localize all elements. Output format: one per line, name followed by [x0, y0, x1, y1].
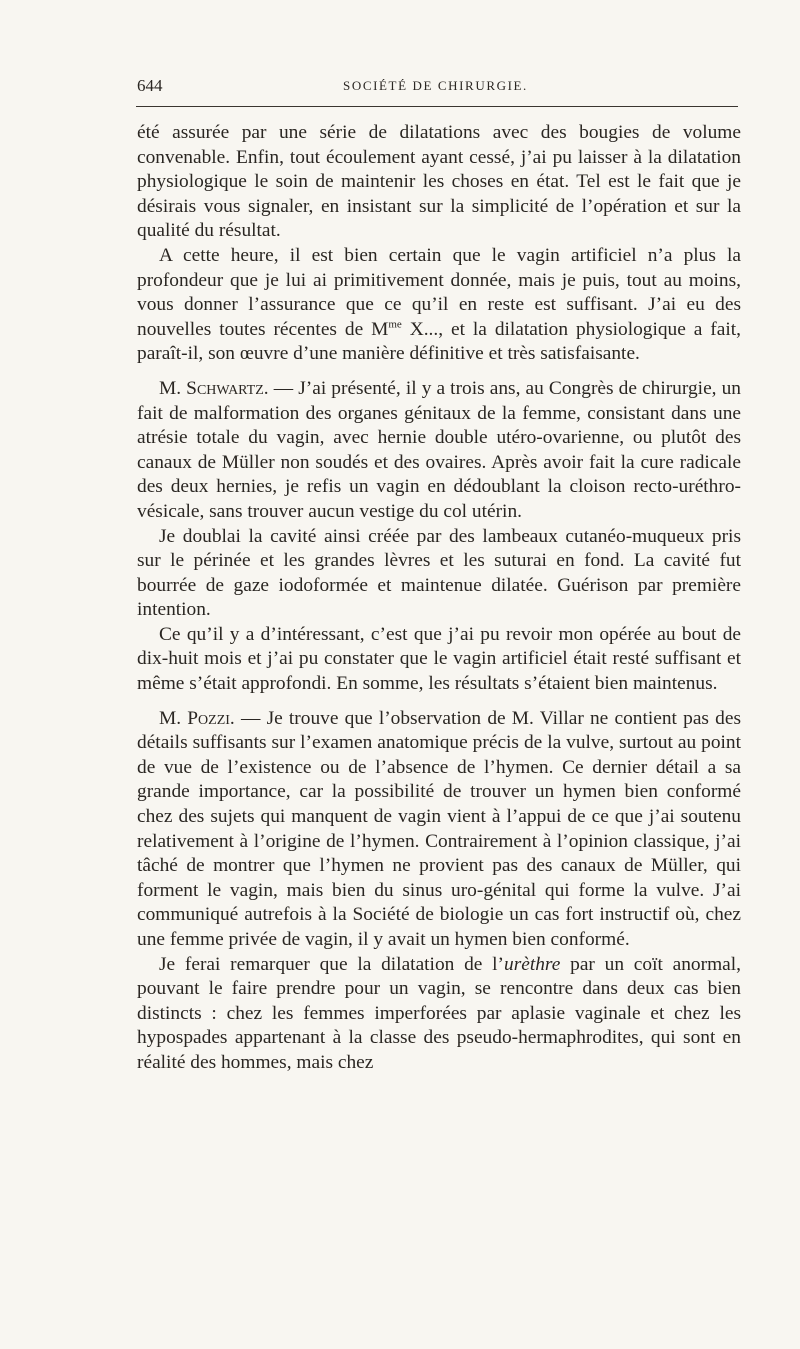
- text-body: [137, 121, 741, 1076]
- paragraph-6-text: — Je trouve que l’observation de M. Villar ne contient pas des détails suffisants sur l’examen anatomique précis de la vulve, surtout au point de vue de l’existence ou de l’absence de l’hymen. Ce dernier détail a sa grande importance, car la possibilité de trouver un hymen bien conformé chez des sujets qui manquent de vagin vient à l’appui de ce que j’ai soutenu relativement à l’origine de l’hymen. Contrairement à l’opinion classique, j’ai tâché de montrer que l’hymen ne provient pas des canaux de Müller, qui forment le vagin, mais bien du sinus uro-génital qui forme la vulve. J’ai communiqué autrefois à la Société de biologie un cas fort instructif où, chez une femme privée de vagin, il y avait un hymen bien conformé.: [137, 707, 742, 950]
- paragraph-4-text: Je doublai la cavité ainsi créée par des lambeaux cutanéo-muqueux pris sur le périnée et les grandes lèvres et les suturai en fond. La cavité fut bourrée de gaze iodoformée et maintenue dilatée. Guérison par première intention.: [137, 525, 741, 621]
- paragraph-1-text: été assurée par une série de dilatations avec des bougies de volume convenable. Enfin, tout écoulement ayant cessé, j’ai pu laisser à la dilatation physiologique le soin de maintenir les choses en état. Tel est le fait que je désirais vous signaler, en insistant sur la simplicité de l’opération et sur la qualité du résultat.: [137, 122, 741, 242]
- paragraph-7: [137, 953, 741, 1076]
- paragraph-3-text: — J’ai présenté, il y a trois ans, au Congrès de chirurgie, un fait de malformation des organes génitaux de la femme, consistant dans une atrésie totale du vagin, avec hernie double utéro-ovarienne, ou plutôt des canaux de Müller non soudés et des ovaires. Après avoir fait la cure radicale des deux hernies, je refis un vagin en dédoublant la cloison recto-uréthro-vésicale, sans trouver aucun vestige du col utérin.: [137, 377, 741, 522]
- header-rule: [136, 106, 738, 107]
- paragraph-7-text: Je ferai remarquer que la dilatation de l’: [159, 953, 504, 975]
- paragraph-pozzi: [137, 707, 741, 953]
- paragraph-4: [137, 525, 741, 623]
- paragraph-1: [137, 121, 741, 244]
- running-head: [137, 76, 737, 100]
- paragraph-5-text: Ce qu’il y a d’intéressant, c’est que j’ai pu revoir mon opérée au bout de dix-huit mois et j’ai pu constater que le vagin artificiel était resté suffisant et même s’était approfondi. En somme, les résultats s’étaient bien maintenus.: [137, 623, 741, 695]
- running-title: SOCIÉTÉ DE CHIRURGIE.: [343, 78, 528, 93]
- paragraph-schwartz: [137, 377, 741, 525]
- italic-term: urèthre: [504, 953, 561, 975]
- speaker-name: M. Schwartz.: [159, 377, 269, 399]
- paragraph-5: [137, 623, 741, 697]
- paragraph-2-text-end: X..., et la dilatation physiologique a fait, paraît-il, son œuvre d’une manière définitive et très satisfaisante.: [137, 318, 741, 365]
- paragraph-7-text-end: par un coït anormal, pouvant le faire prendre pour un vagin, se rencontre dans deux cas bien distincts : chez les femmes imperforées par aplasie vaginale et chez les hypospades appartenant à la classe des pseudo-hermaphrodites, qui sont en réalité des hommes, mais chez: [137, 953, 742, 1073]
- paragraph-2-text: A cette heure, il est bien certain que le vagin artificiel n’a plus la profondeur que je lui ai primitivement donnée, mais je puis, tout au moins, vous donner l’assurance que ce qu’il en reste est suffisant. J’ai eu des nouvelles toutes récentes de M: [137, 244, 741, 340]
- superscript-me: me: [388, 318, 402, 331]
- page-number: 644: [137, 76, 163, 95]
- paragraph-2: [137, 244, 741, 367]
- speaker-name: M. Pozzi.: [159, 707, 235, 729]
